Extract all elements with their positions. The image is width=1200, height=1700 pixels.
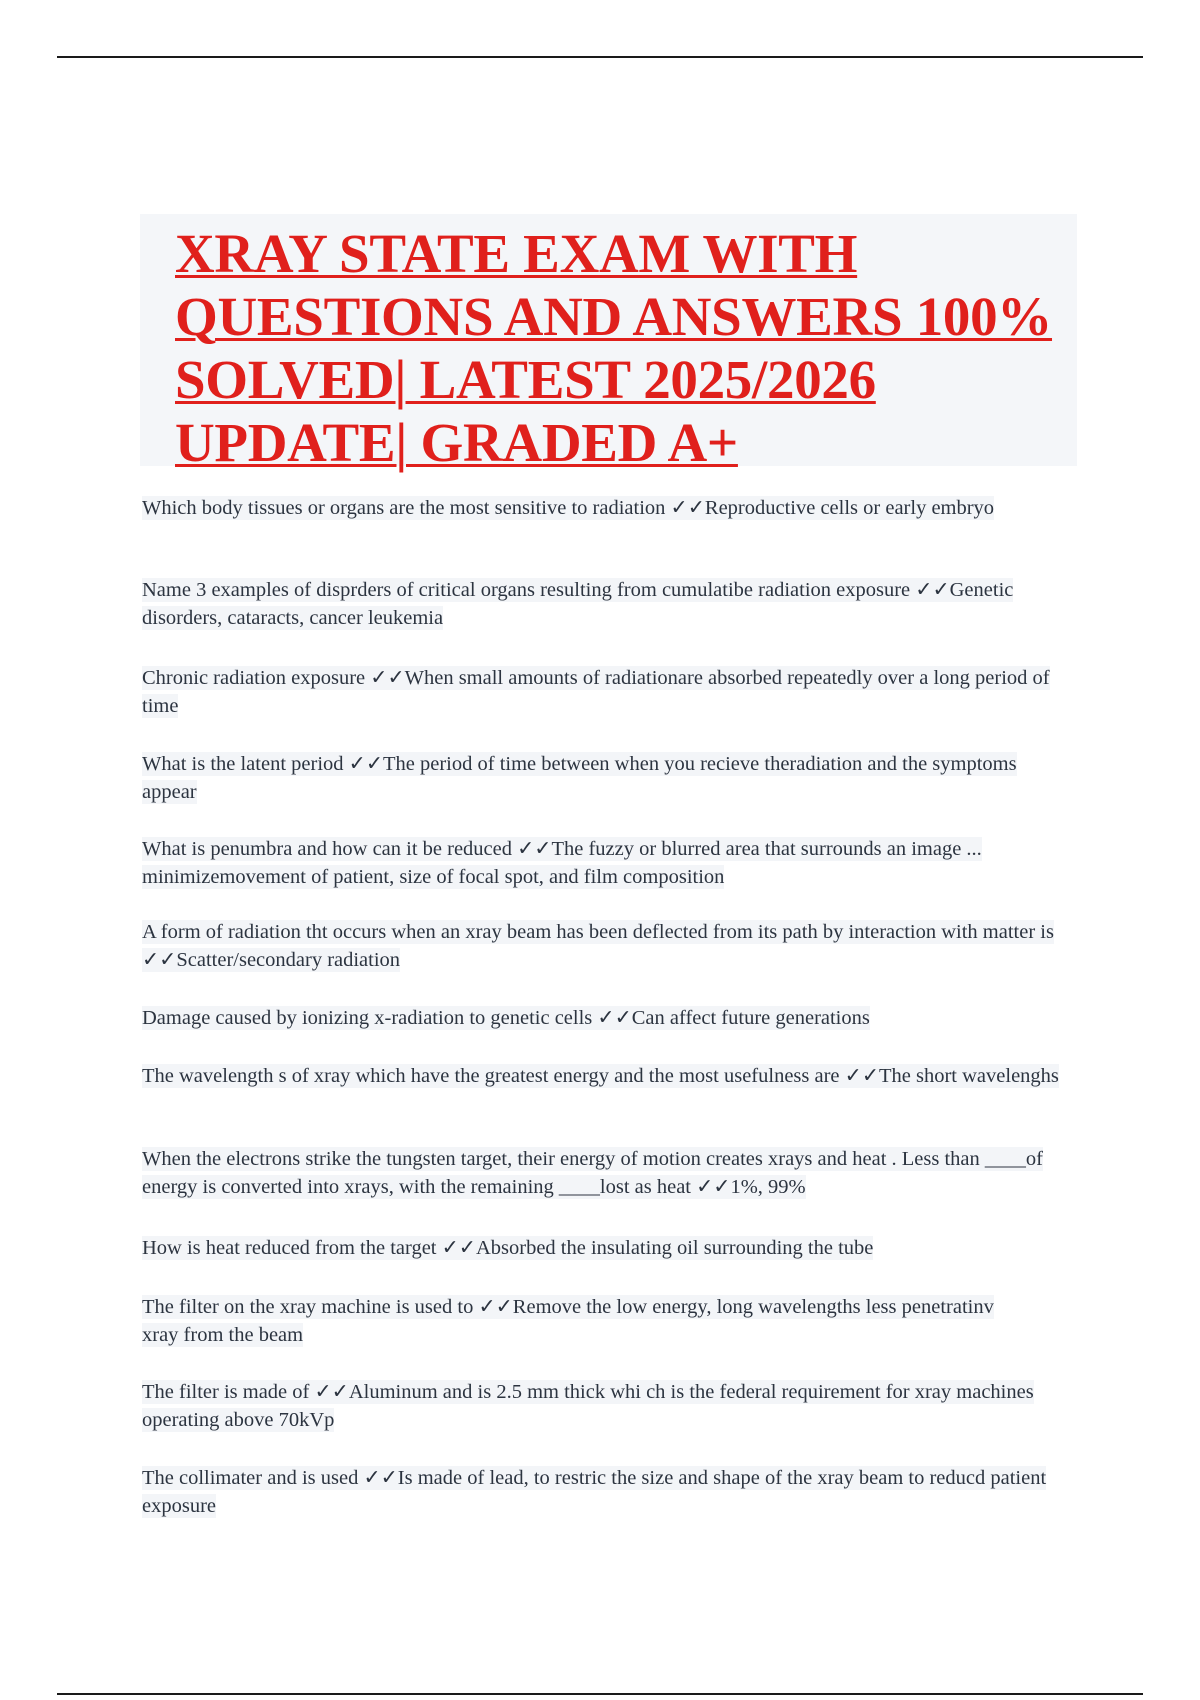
qa-item [142,750,1062,806]
qa-item-text: When the electrons strike the tungsten target, their energy of motion creates xrays and heat . Less than ____of energy is converted into xrays, with the remaining ____lost as heat ✓✓1%, 99% [142,1148,1043,1198]
title-line-3: SOLVED| LATEST 2025/2026 [175,349,876,410]
qa-item-text: How is heat reduced from the target ✓✓Absorbed the insulating oil surrounding the tube [142,1237,874,1259]
title-line-4: UPDATE| GRADED A+ [175,412,738,473]
qa-item [142,918,1062,974]
qa-item-text: The filter is made of ✓✓Aluminum and is 2.5 mm thick whi ch is the federal requirement for xray machines operating above 70kVp [142,1381,1034,1431]
qa-item-text: Chronic radiation exposure ✓✓When small amounts of radiationare absorbed repeatedly over a long period of time [142,667,1050,717]
qa-item [142,1293,1022,1349]
qa-item [142,1234,1062,1262]
qa-item-text: A form of radiation tht occurs when an xray beam has been deflected from its path by interaction with matter is ✓✓Scatter/secondary radiation [142,921,1054,971]
qa-item [142,1004,1062,1032]
document-title [140,214,1077,473]
top-rule [57,56,1143,58]
title-line-2: QUESTIONS AND ANSWERS 100% [175,286,1053,347]
qa-item [142,1464,1062,1520]
qa-item [142,664,1062,720]
qa-item-text: What is penumbra and how can it be reduced ✓✓The fuzzy or blurred area that surrounds an image ... minimizemovement of patient, size of focal spot, and film composition [142,838,982,888]
bottom-rule [57,1693,1143,1695]
qa-item-text: Which body tissues or organs are the most sensitive to radiation ✓✓Reproductive cells or early embryo [142,497,995,519]
qa-item [142,494,1062,522]
qa-item [142,576,1062,632]
qa-item-text: The collimater and is used ✓✓Is made of lead, to restric the size and shape of the xray beam to reducd patient exposure [142,1467,1047,1517]
qa-item-text: What is the latent period ✓✓The period of time between when you recieve theradiation and the symptoms appear [142,753,1017,803]
qa-item [142,1062,1062,1090]
qa-item [142,835,1062,891]
qa-item-text: Damage caused by ionizing x-radiation to genetic cells ✓✓Can affect future generations [142,1007,870,1029]
qa-item-text: Name 3 examples of disprders of critical organs resulting from cumulatibe radiation exposure ✓✓Genetic disorders, cataracts, cancer leukemia [142,579,1014,629]
qa-item [142,1378,1062,1434]
qa-item-text: The wavelength s of xray which have the greatest energy and the most usefulness are ✓✓The short wavelenghs [142,1065,1059,1087]
qa-item [142,1145,1062,1201]
title-line-1: XRAY STATE EXAM WITH [175,223,858,284]
qa-item-text: The filter on the xray machine is used to ✓✓Remove the low energy, long wavelengths less penetratinv xray from the beam [142,1296,994,1346]
